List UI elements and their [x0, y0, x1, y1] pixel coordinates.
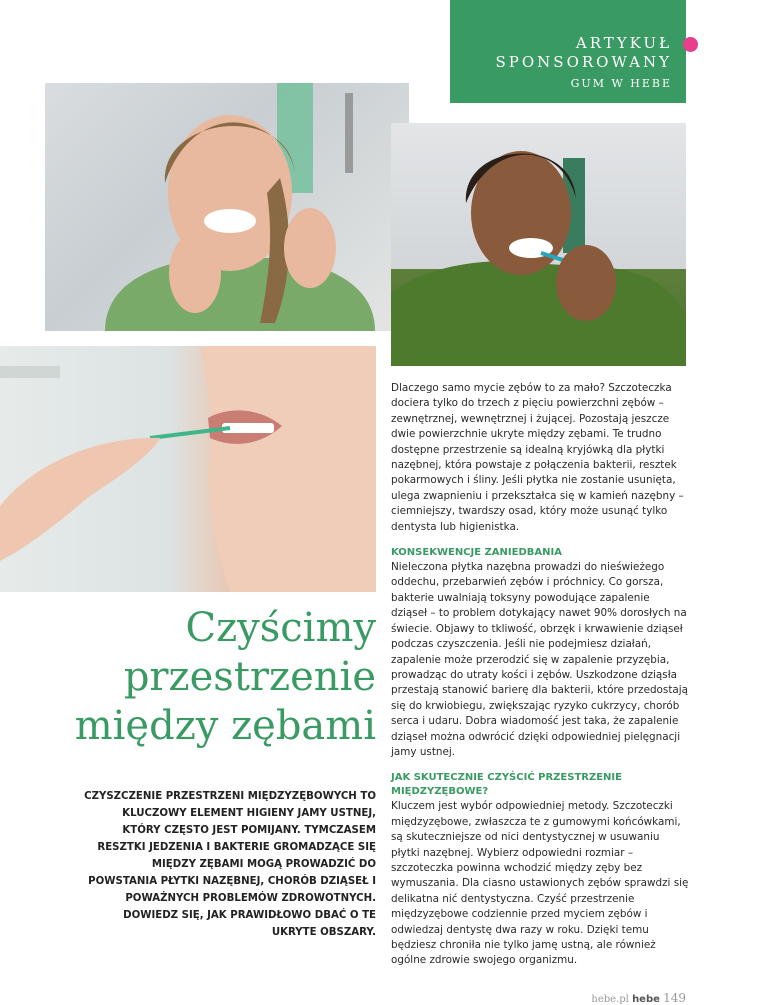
section-heading-consequences: KONSEKWENCJE ZANIEDBANIA [391, 547, 562, 559]
badge-line-1: ARTYKUŁ [575, 34, 672, 52]
woman-flossing-illustration [45, 83, 409, 331]
photo-mouth-closeup [0, 346, 376, 592]
lead-paragraph: CZYSZCZENIE PRZESTRZENI MIĘDZYZĘBOWYCH TO KLUCZOWY ELEMENT HIGIENY JAMY USTNEJ, KTÓRY CZĘSTO JEST POMIJANY. TYMCZASEM RESZTKI JEDZENIA I BAKTERIE GROMADZĄCE SIĘ MIĘDZY ZĘBAMI MOGĄ PROWADZIĆ DO POWSTANIA PŁYTKI NAZĘBNEJ, CHORÓB DZIĄSEŁ I POWAŻNYCH PROBLEMÓW ZDROWOTNYCH. DOWIEDZ SIĘ, JAK PRAWIDŁOWO DBAĆ O TE UKRYTE OBSZARY. [84, 791, 376, 938]
badge-line-3: GUM W HEBE [570, 77, 672, 90]
article-headline [60, 604, 376, 751]
man-brushing-illustration [391, 123, 686, 366]
intro-paragraph: Dlaczego samo mycie zębów to za mało? Szczoteczka dociera tylko do trzech z pięciu powierzchni zębów – zewnętrznej, wewnętrznej i żującej. Pozostają jeszcze dwie powierzchnie ukryte między zębami. Te trudno dostępne przestrzenie są idealną kryjówką dla płytki nazębnej, która powstaje z połączenia bakterii, resztek pokarmowych i śliny. Jeśli płytka nie zostanie usunięta, ulega zwapnieniu i przekształca się w kamień nazębny – ciemniejszy, twardszy osad, który może usunąć tylko dentysta lub higienistka. [391, 382, 684, 533]
section-heading-howto: JAK SKUTECZNIE CZYŚCIĆ PRZESTRZENIE MIĘDZYZĘBOWE? [391, 772, 622, 798]
mouth-closeup-illustration [0, 346, 376, 592]
headline-line-2: przestrzenie [123, 654, 376, 700]
section-paragraph-howto: Kluczem jest wybór odpowiedniej metody. Szczoteczki międzyzębowe, zwłaszcza te z gumowymi końcówkami, są skuteczniejsze od nici dentystycznej w usuwaniu płytki nazębnej. Wybierz odpowiedni rozmiar – szczoteczka powinna wchodzić między zęby bez wymuszania. Dla ciasno ustawionych zębów sprawdzi się delikatna nić dentystyczna. Czyść przestrzenie międzyzębowe codziennie przed myciem zębów i odwiedzaj dentystę dwa razy w roku. Dzięki temu będziesz chroniła nie tylko jamę ustną, ale również ogólne zdrowie swojego organizmu. [391, 800, 689, 967]
article-body [391, 381, 689, 980]
section-paragraph-consequences: Nieleczona płytka nazębna prowadzi do nieświeżego oddechu, przebarwień zębów i próchnicy. Co gorsza, bakterie uwalniają toksyny powodujące zapalenie dziąseł – to problem dotykający nawet 90% dorosłych na świecie. Objawy to tkliwość, obrzęk i krwawienie dziąseł podczas czyszczenia. Jeśli nie podejmiesz działań, zapalenie może przerodzić się w zapalenie przyzębia, prowadząc do utraty kości i zębów. Uszkodzone dziąsła przestają stanowić barierę dla bakterii, które przedostają się do krwiobiegu, zwiększając ryzyko cukrzycy, chorób serca i udaru. Dobra wiadomość jest taka, że zapalenie dziąseł można odwrócić dzięki odpowiedniej pielęgnacji jamy ustnej. [391, 561, 689, 758]
footer-brand-logo: hebe [632, 994, 660, 1005]
page-number: 149 [663, 991, 686, 1005]
sponsored-badge [450, 0, 686, 103]
headline-line-1: Czyścimy [185, 605, 376, 651]
pink-dot-icon [683, 37, 698, 52]
badge-line-2: SPONSOROWANY [495, 53, 672, 71]
headline-line-3: między zębami [74, 703, 376, 749]
page-footer [591, 991, 686, 1005]
footer-site: hebe.pl [591, 994, 629, 1005]
photo-woman-flossing [45, 83, 409, 331]
photo-man-brushing [391, 123, 686, 366]
